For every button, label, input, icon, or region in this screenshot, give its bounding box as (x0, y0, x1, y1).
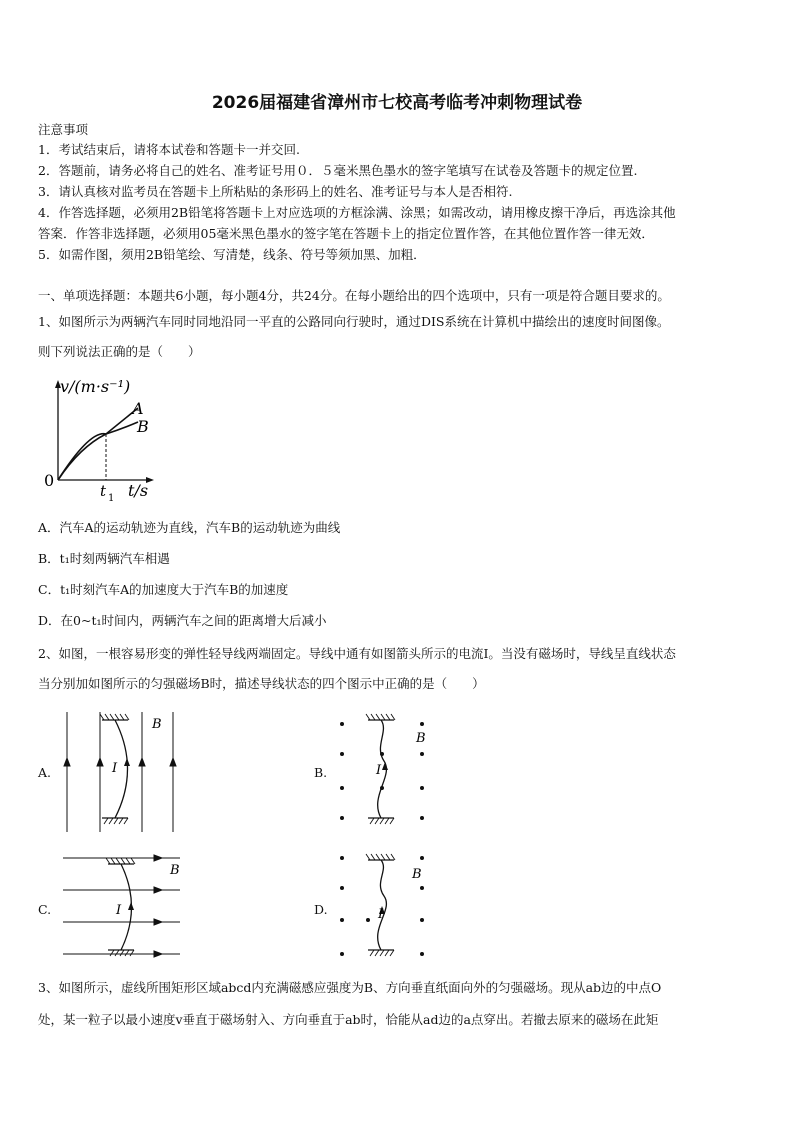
exam-title: 2026届福建省漳州市七校高考临考冲刺物理试卷 (211, 93, 583, 113)
q2-option-d-label: D. (314, 902, 328, 917)
q1-option-b: B．t₁时刻两辆汽车相遇 (38, 551, 170, 566)
notice-item: 3．请认真核对监考员在答题卡上所粘贴的条形码上的姓名、准考证号与本人是否相符. (38, 184, 513, 199)
current-label: I (116, 903, 122, 918)
q1-option-c: C．t₁时刻汽车A的加速度大于汽车B的加速度 (38, 582, 289, 597)
current-label: I (378, 907, 384, 922)
notice-item: 2．答题前，请务必将自己的姓名、准考证号用０．５毫米黑色墨水的签字笔填写在试卷及答题卡的规定位置. (38, 163, 638, 178)
q2-option-b-label: B. (314, 765, 328, 780)
current-label: I (376, 763, 382, 778)
t1-label: t (100, 482, 107, 500)
x-axis-label: t/s (128, 481, 149, 500)
field-label: B (416, 731, 426, 746)
notice-item: 4．作答选择题，必须用2B铅笔将答题卡上对应选项的方框涂满、涂黑；如需改动，请用橡皮擦干净后，再选涂其他 (38, 205, 676, 220)
current-label: I (112, 761, 118, 776)
origin-label: 0 (44, 471, 55, 490)
notice-item: 答案．作答非选择题，必须用05毫米黑色墨水的签字笔在答题卡上的指定位置作答，在其他位置作答一律无效． (38, 226, 654, 241)
field-label: B (152, 717, 162, 732)
q2-diagram-a (60, 706, 200, 836)
t1-subscript: 1 (108, 493, 115, 504)
q3-stem: 3、如图所示，虚线所围矩形区域abcd内充满磁感应强度为B、方向垂直纸面向外的匀强磁场。现从ab边的中点O (38, 980, 662, 995)
notice-item: 1．考试结束后，请将本试卷和答题卡一并交回. (38, 142, 300, 157)
field-label: B (412, 867, 422, 882)
q2-option-a-label: A. (38, 765, 52, 780)
q3-stem: 处，某一粒子以最小速度v垂直于磁场射入、方向垂直于ab时，恰能从ad边的a点穿出。若撤去原来的磁场在此矩 (38, 1012, 659, 1027)
q1-vt-graph (40, 372, 180, 502)
q2-stem: 当分别加如图所示的匀强磁场B时，描述导线状态的四个图示中正确的是（ ） (38, 676, 485, 691)
y-axis-label: v/(m·s⁻¹) (60, 377, 131, 396)
q1-option-d: D．在0~t₁时间内，两辆汽车之间的距离增大后减小 (38, 613, 327, 628)
field-label: B (170, 863, 180, 878)
notice-item: 5．如需作图，须用2B铅笔绘、写清楚，线条、符号等须加黑、加粗． (38, 247, 426, 262)
curve-b-label: B (137, 417, 149, 436)
q1-option-a: A．汽车A的运动轨迹为直线，汽车B的运动轨迹为曲线 (38, 520, 341, 535)
section-heading: 一、单项选择题：本题共6小题，每小题4分，共24分。在每小题给出的四个选项中，只有一项是符合题目要求的。 (38, 288, 670, 303)
q1-stem: 则下列说法正确的是（ ） (38, 344, 201, 359)
q2-diagram-c (60, 846, 200, 966)
q2-diagram-d (334, 846, 444, 966)
q2-option-c-label: C. (38, 902, 52, 917)
notice-heading: 注意事项 (38, 122, 89, 137)
q2-stem: 2、如图，一根容易形变的弹性轻导线两端固定。导线中通有如图箭头所示的电流I。当没有磁场时，导线呈直线状态 (38, 646, 676, 661)
curve-a-label: A (132, 399, 144, 418)
q2-diagram-b (334, 706, 444, 836)
q1-stem: 1、如图所示为两辆汽车同时同地沿同一平直的公路同向行驶时，通过DIS系统在计算机中描绘出的速度时间图像。 (38, 314, 670, 329)
